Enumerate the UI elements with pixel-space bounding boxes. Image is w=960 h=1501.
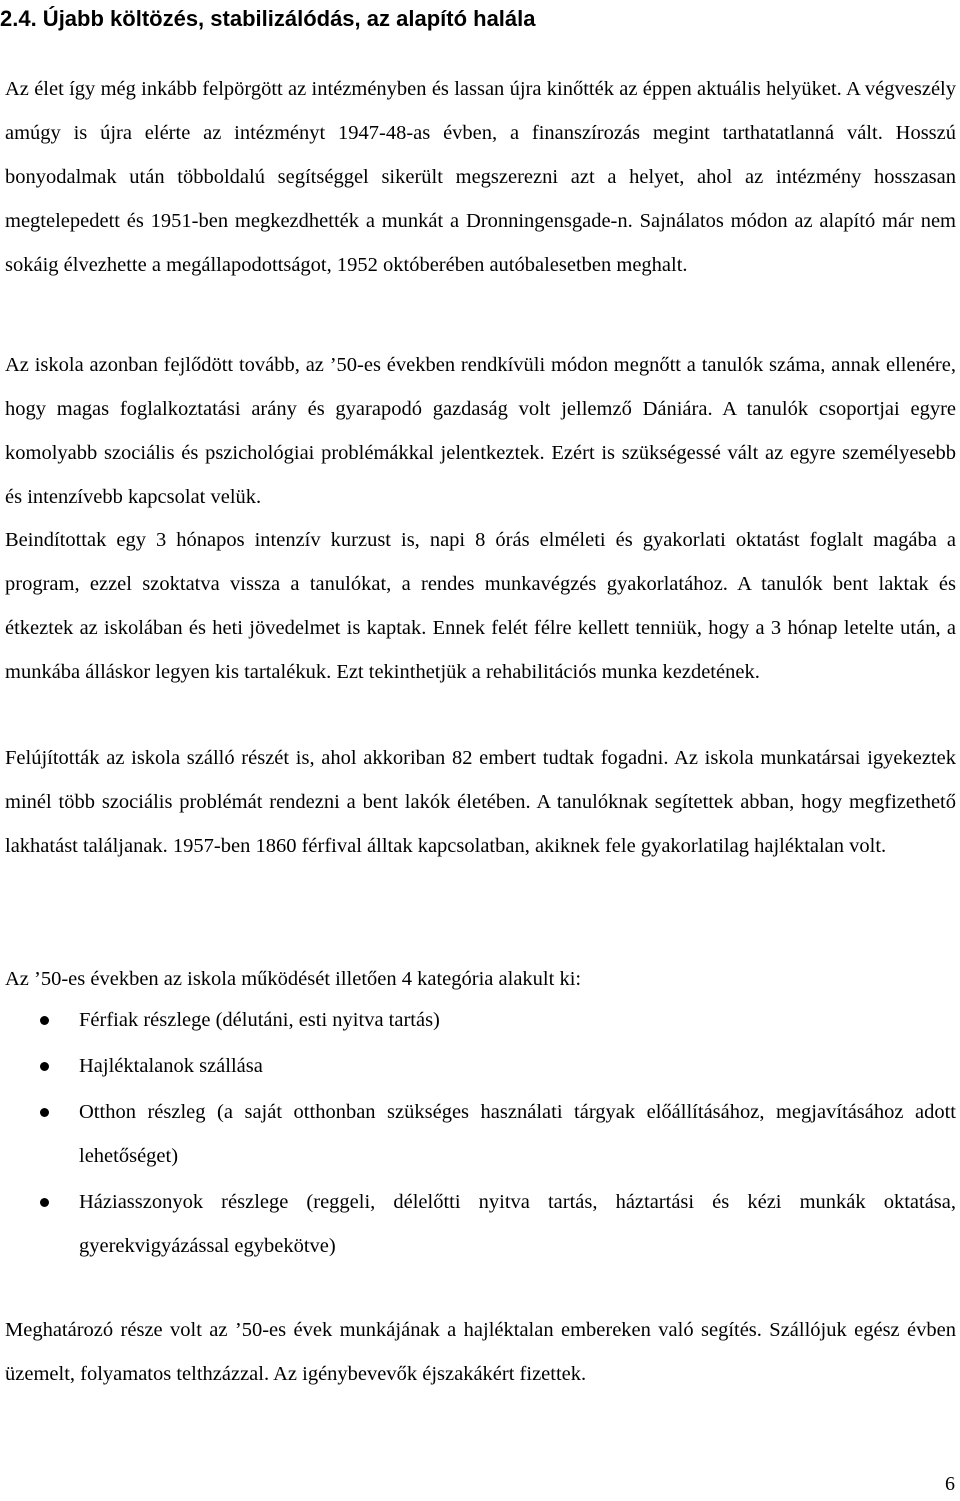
- paragraph-homeless-help: Meghatározó része volt az ’50-es évek munkájának a hajléktalan embereken való segítés. Szállójuk egész évben üzemelt, folyamatos telthzázzal. Az igénybevevők éjszakákért fizettek.: [5, 1319, 956, 1385]
- list-item-text: Otthon részleg (a saját otthonban szükséges használati tárgyak előállításához, megjavításához adott lehetőséget): [79, 1101, 956, 1167]
- category-list: [0, 998, 956, 1270]
- page-number: 6: [945, 1473, 955, 1495]
- paragraph-intensive-course: Beindítottak egy 3 hónapos intenzív kurzust is, napi 8 órás elméleti és gyakorlati oktatást foglalt magába a program, ezzel szoktatva vissza a tanulókat, a rendes munkavégzés gyakorlatához. A tanulók bent laktak és étkeztek az iskolában és heti jövedelmet is kaptak. Ennek felét félre kellett tenniük, hogy a 3 hónap letelte után, a munkába álláskor legyen kis tartalékuk. Ezt tekinthetjük a rehabilitációs munka kezdetének.: [5, 529, 956, 683]
- list-item-text: Háziasszonyok részlege (reggeli, délelőtti nyitva tartás, háztartási és kézi munkák oktatása, gyerekvigyázással egybekötve): [79, 1191, 956, 1257]
- paragraph-school-growth: Az iskola azonban fejlődött tovább, az ’50-es években rendkívüli módon megnőtt a tanulók száma, annak ellenére, hogy magas foglalkoztatási arány és gyarapodó gazdaság volt jellemző Dániára. A tanulók csoportjai egyre komolyabb szociális és pszichológiai problémákkal jelentkeztek. Ezért is szükségessé vált az egyre személyesebb és intenzívebb kapcsolat velük.: [5, 354, 956, 508]
- bullet-icon: [40, 1198, 49, 1207]
- bullet-icon: [40, 1108, 49, 1117]
- list-item: [0, 998, 956, 1042]
- paragraph-relocation: Az élet így még inkább felpörgött az intézményben és lassan újra kinőtték az éppen aktuális helyüket. A végveszély amúgy is újra elérte az intézményt 1947-48-as évben, a finanszírozás megint tarthatatlanná vált. Hosszú bonyodalmak után többoldalú segítséggel sikerült megszerezni azt a helyet, ahol az intézmény hosszasan megtelepedett és 1951-ben megkezdhették a munkát a Dronningensgade-n. Sajnálatos módon az alapító már nem sokáig élvezhette a megállapodottságot, 1952 októberében autóbalesetben meghalt.: [5, 78, 956, 276]
- bullet-icon: [40, 1062, 49, 1071]
- list-item-text: Hajléktalanok szállása: [79, 1055, 263, 1077]
- list-item: [0, 1044, 956, 1088]
- paragraph-categories-intro: Az ’50-es években az iskola működését illetően 4 kategória alakult ki:: [5, 968, 582, 990]
- list-item: [0, 1090, 956, 1178]
- section-heading: 2.4. Újabb költözés, stabilizálódás, az alapító halála: [0, 6, 536, 31]
- bullet-icon: [40, 1016, 49, 1025]
- list-item-text: Férfiak részlege (délutáni, esti nyitva tartás): [79, 1009, 440, 1031]
- paragraph-hostel-renovation: Felújították az iskola szálló részét is, ahol akkoriban 82 embert tudtak fogadni. Az iskola munkatársai igyekeztek minél több szociális problémát rendezni a bent lakók életében. A tanulóknak segítettek abban, hogy megfizethető lakhatást találjanak. 1957-ben 1860 férfival álltak kapcsolatban, akiknek fele gyakorlatilag hajléktalan volt.: [5, 747, 956, 857]
- list-item: [0, 1180, 956, 1268]
